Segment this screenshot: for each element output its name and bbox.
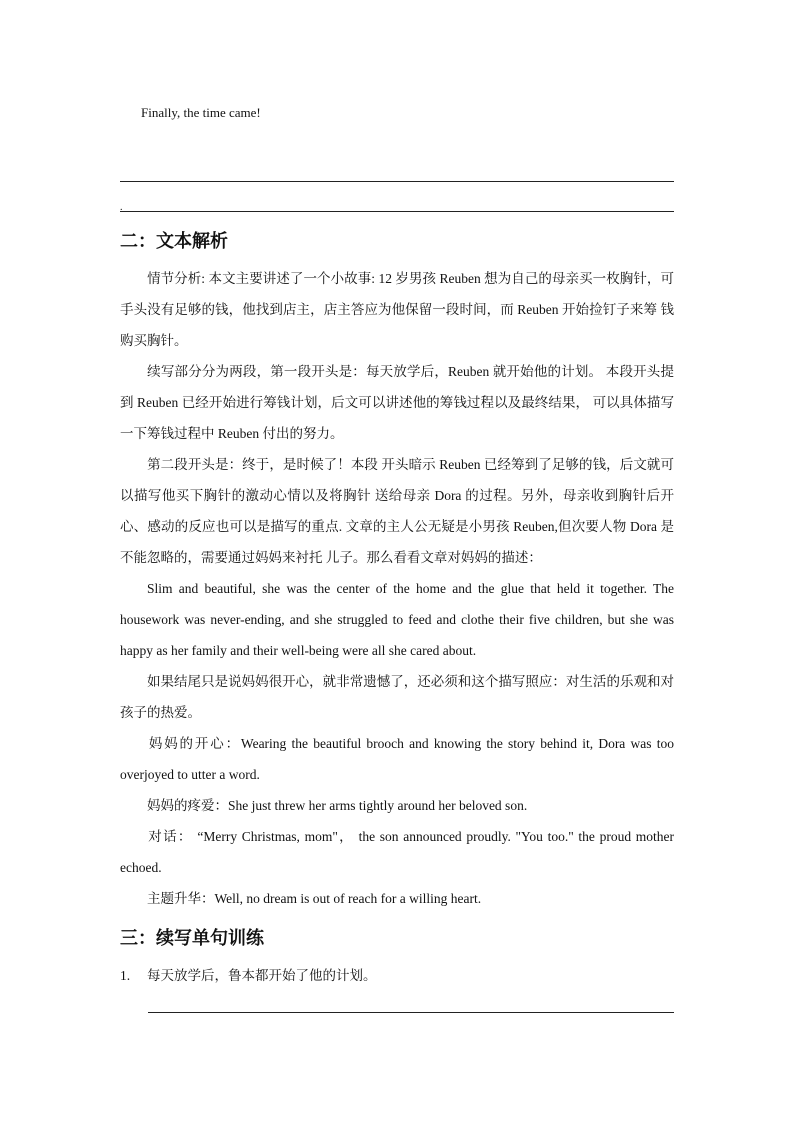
exercise-number: 1. xyxy=(120,968,131,983)
intro-line: Finally, the time came! xyxy=(141,105,261,120)
exercise-item-1 xyxy=(120,966,377,986)
exercise-prompt: 每天放学后，鲁本都开始了他的计划。 xyxy=(147,968,377,983)
paragraph-mother-love: 妈妈的疼爱：She just threw her arms tightly around her beloved son. xyxy=(147,798,528,813)
dot-mark: . xyxy=(120,202,123,213)
paragraph-mother-happy: 妈妈的开心：Wearing the beautiful brooch and knowing the story behind it, Dora was too overjoyed to utter a word. xyxy=(120,736,674,782)
answer-line-2 xyxy=(120,211,674,212)
answer-line-1 xyxy=(120,181,674,182)
section-2-body xyxy=(120,263,674,914)
paragraph-first-part: 续写部分分为两段，第一段开头是：每天放学后，Reuben 就开始他的计划。 本段开头提到 Reuben 已经开始进行筹钱计划，后文可以讲述他的筹钱过程以及最终结果， 可以具体描写一下筹钱过程中 Reuben 付出的努力。 xyxy=(120,364,674,441)
paragraph-mother-description: Slim and beautiful, she was the center of the home and the glue that held it together. The housework was never-ending, and she struggled to feed and clothe their five children, but she was happy as her family and their well-being were all she cared about. xyxy=(120,581,674,658)
section-2-heading: 二：文本解析 xyxy=(120,231,228,252)
paragraph-second-part: 第二段开头是：终于，是时候了！本段 开头暗示 Reuben 已经筹到了足够的钱，后文就可以描写他买下胸针的激动心情以及将胸针 送给母亲 Dora 的过程。另外，母亲收到胸针后开心、感动的反应也可以是描写的重点. 文章的主人公无疑是小男孩 Reuben,但次要人物 Dora 是不能忽略的，需要通过妈妈来衬托 儿子。那么看看文章对妈妈的描述： xyxy=(120,457,674,565)
paragraph-dialogue: 对话： “Merry Christmas, mom"， the son announced proudly. "You too." the proud mother echoed. xyxy=(120,829,674,875)
exercise-answer-line[interactable] xyxy=(148,1012,674,1013)
paragraph-plot-analysis: 情节分析: 本文主要讲述了一个小故事: 12 岁男孩 Reuben 想为自己的母亲买一枚胸针，可 手头没有足够的钱，他找到店主，店主答应为他保留一段时间，而 Reuben 开始捡钉子来筹 钱购买胸针。 xyxy=(120,271,674,348)
paragraph-ending-note: 如果结尾只是说妈妈很开心，就非常遗憾了，还必须和这个描写照应：对生活的乐观和对孩子的热爱。 xyxy=(120,674,674,720)
paragraph-theme: 主题升华：Well, no dream is out of reach for a willing heart. xyxy=(147,891,482,906)
section-3-heading: 三：续写单句训练 xyxy=(120,928,264,949)
